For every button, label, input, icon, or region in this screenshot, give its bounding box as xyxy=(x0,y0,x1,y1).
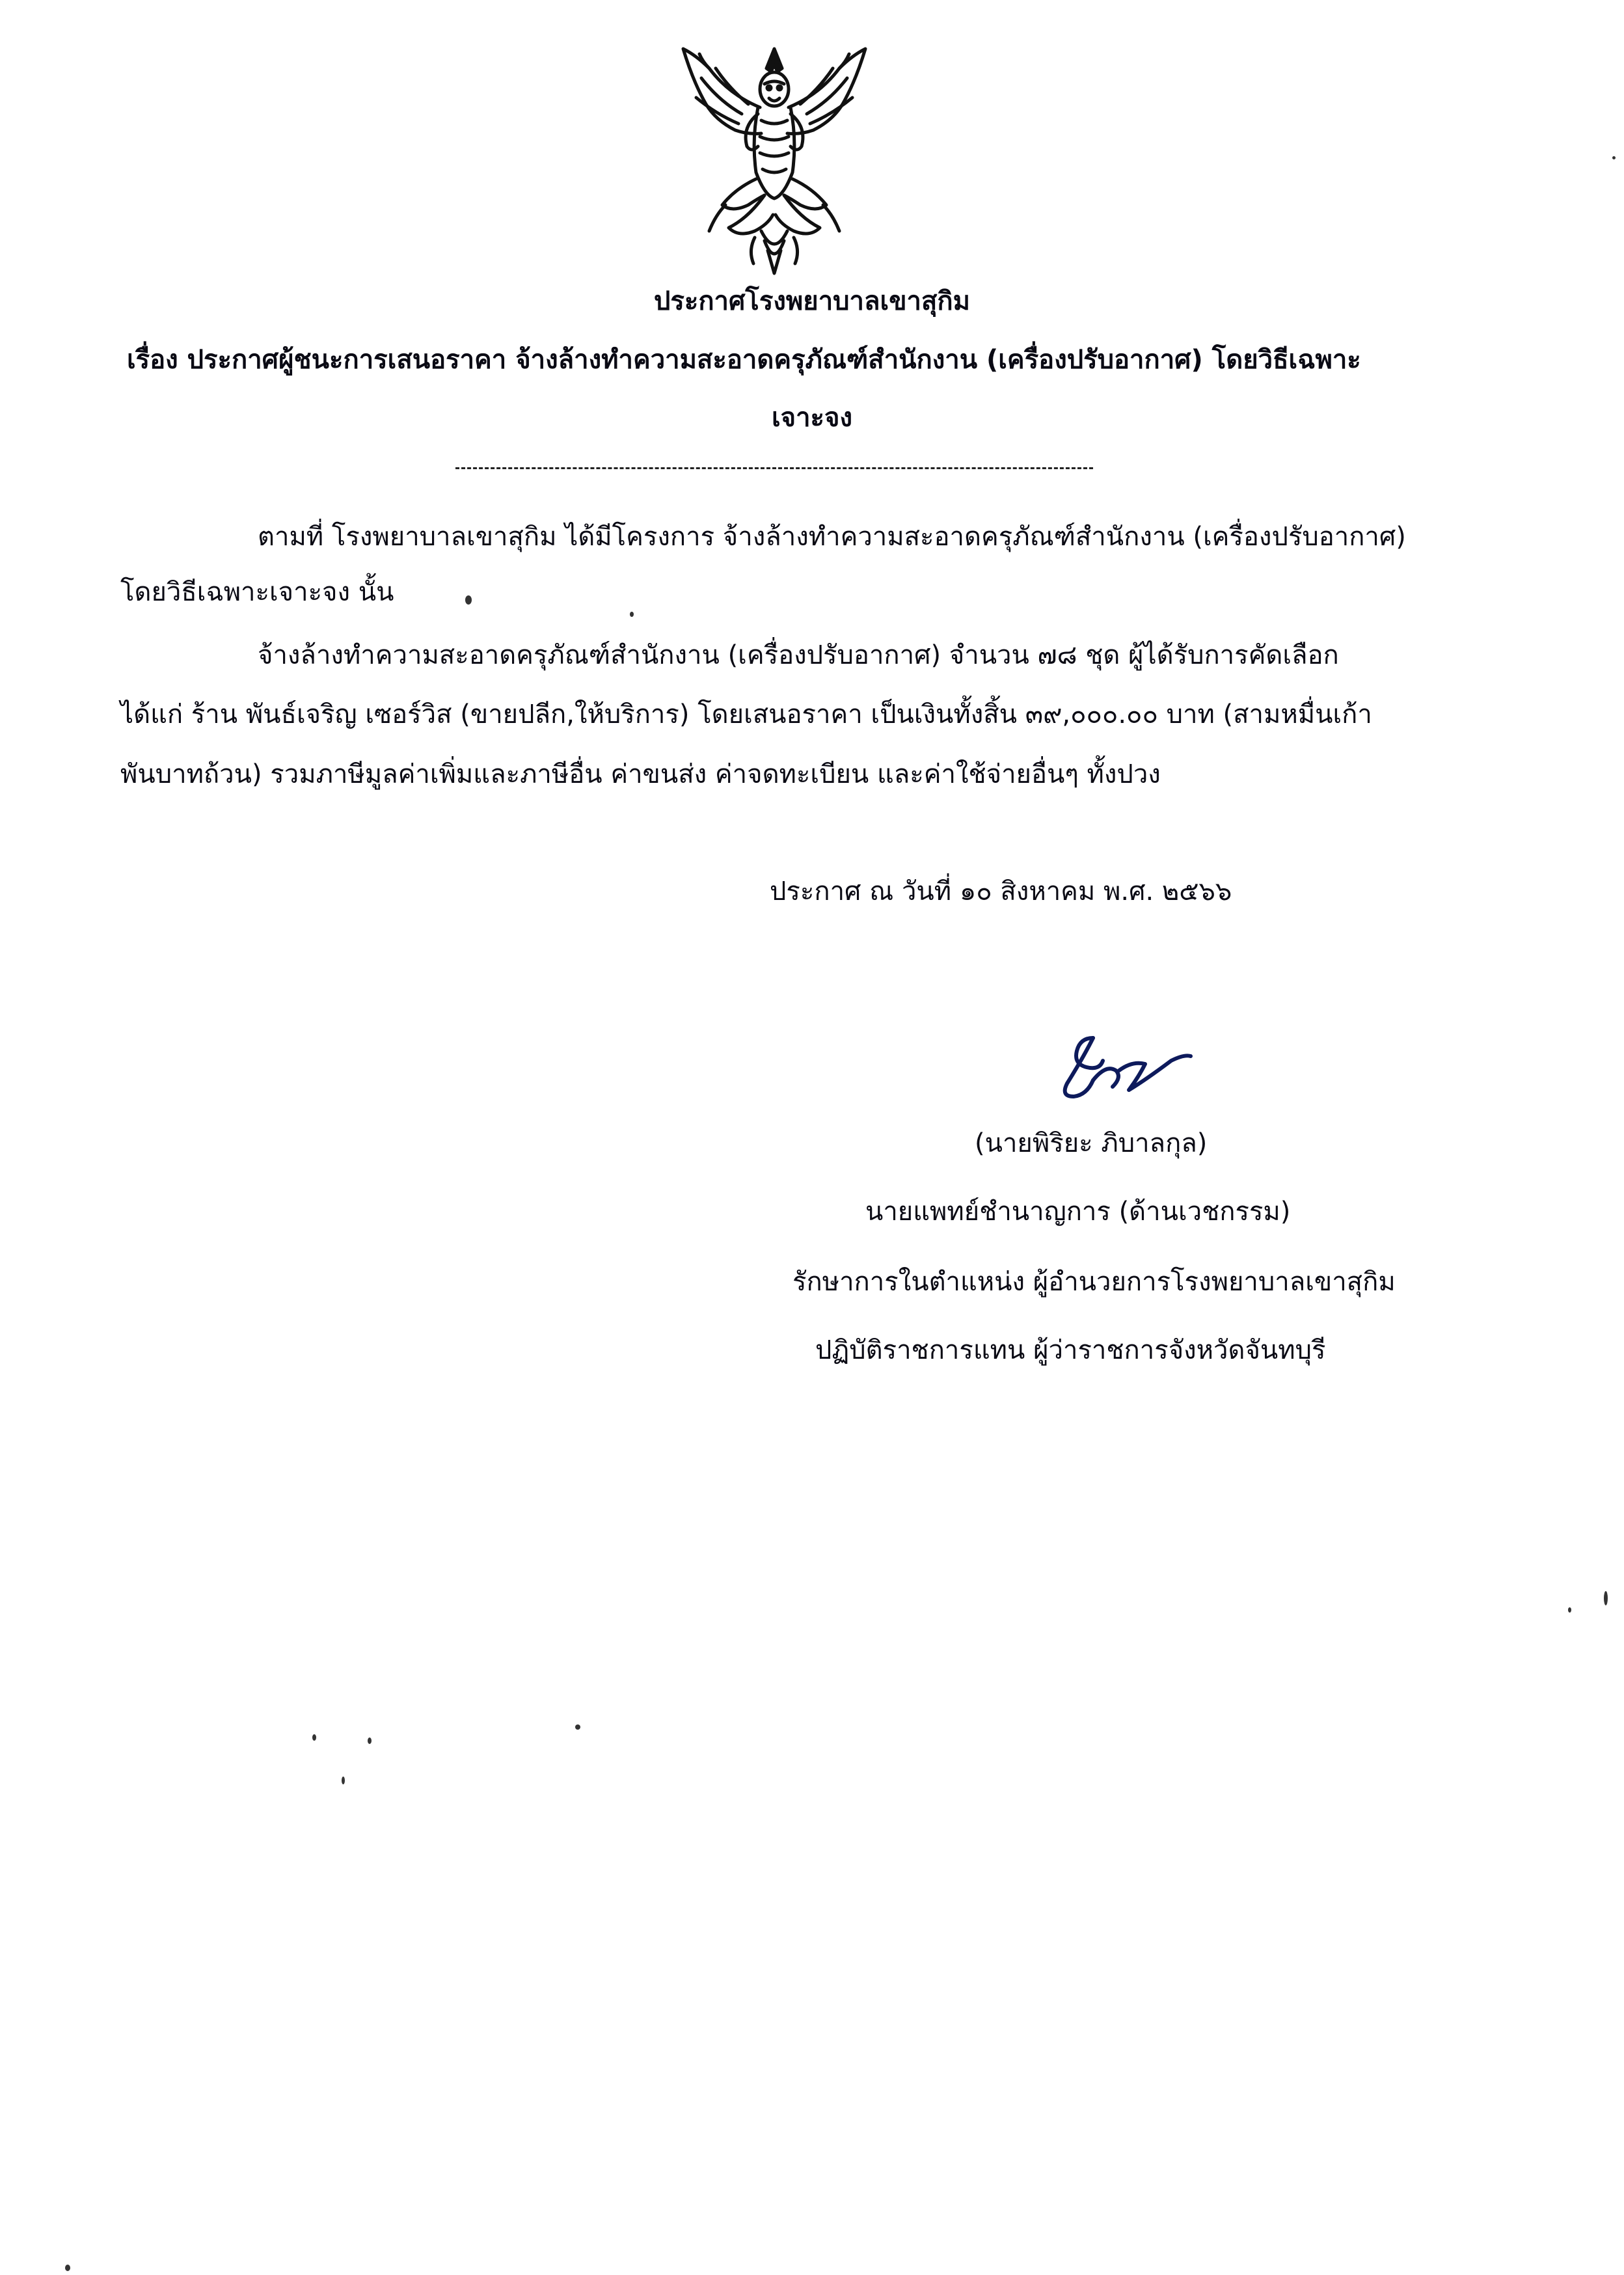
scan-speck xyxy=(65,2265,70,2271)
scan-speck xyxy=(312,1734,316,1741)
announcement-subject-line2: เจาะจง xyxy=(771,403,853,433)
scan-speck xyxy=(465,595,472,605)
signatory-position2: รักษาการในตำแหน่ง ผู้อำนวยการโรงพยาบาลเขาสุกิม xyxy=(792,1267,1396,1297)
scan-speck xyxy=(1604,1591,1608,1605)
announcement-date: ประกาศ ณ วันที่ ๑๐ สิงหาคม พ.ศ. ๒๕๖๖ xyxy=(770,877,1232,906)
scan-speck xyxy=(342,1777,345,1784)
paragraph2-line3: พันบาทถ้วน) รวมภาษีมูลค่าเพิ่มและภาษีอื่น ค่าขนส่ง ค่าจดทะเบียน และค่าใช้จ่ายอื่นๆ ทั้งปวง xyxy=(120,759,1161,789)
announcement-title: ประกาศโรงพยาบาลเขาสุกิม xyxy=(653,286,971,316)
garuda-emblem-icon xyxy=(670,42,878,283)
scan-speck xyxy=(575,1724,580,1730)
handwritten-signature-icon xyxy=(1054,1025,1197,1116)
signatory-position1: นายแพทย์ชำนาญการ (ด้านเวชกรรม) xyxy=(865,1197,1291,1227)
scan-speck xyxy=(630,612,634,617)
signatory-position3: ปฏิบัติราชการแทน ผู้ว่าราชการจังหวัดจันทบุรี xyxy=(815,1335,1326,1365)
paragraph2-line1: จ้างล้างทำความสะอาดครุภัณฑ์สำนักงาน (เครื่องปรับอากาศ) จำนวน ๗๘ ชุด ผู้ได้รับการคัดเลือก xyxy=(258,640,1339,670)
signatory-name: (นายพิริยะ ภิบาลกุล) xyxy=(975,1128,1208,1158)
paragraph1-line1: ตามที่ โรงพยาบาลเขาสุกิม ได้มีโครงการ จ้างล้างทำความสะอาดครุภัณฑ์สำนักงาน (เครื่องปรับอากาศ) xyxy=(258,522,1406,552)
scan-speck xyxy=(368,1737,372,1744)
scan-speck xyxy=(1568,1607,1571,1613)
paragraph2-line2: ได้แก่ ร้าน พันธ์เจริญ เซอร์วิส (ขายปลีก,ให้บริการ) โดยเสนอราคา เป็นเงินทั้งสิ้น ๓๙,๐๐๐.๐๐ บาท (สามหมื่นเก้า xyxy=(120,700,1372,729)
announcement-subject-line1: เรื่อง ประกาศผู้ชนะการเสนอราคา จ้างล้างทำความสะอาดครุภัณฑ์สำนักงาน (เครื่องปรับอากาศ) โดยวิธีเฉพาะ xyxy=(127,345,1361,375)
scan-speck xyxy=(1612,156,1616,159)
header-divider xyxy=(455,467,1093,469)
paragraph1-line2: โดยวิธีเฉพาะเจาะจง นั้น xyxy=(120,577,394,607)
